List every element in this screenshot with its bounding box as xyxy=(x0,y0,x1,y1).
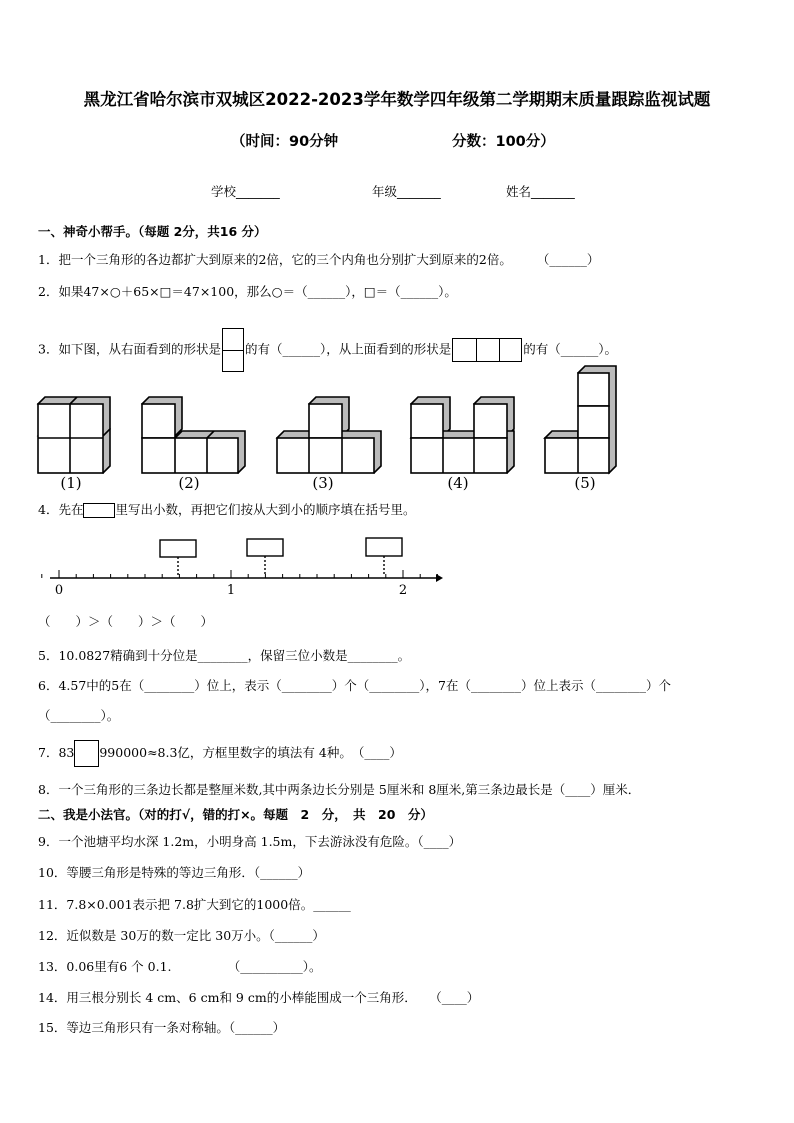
question-4-order: （ ）＞（ ）＞（ ） xyxy=(38,614,214,629)
number-line-answer-box-2[interactable] xyxy=(247,539,283,556)
figure-label-1: (1) xyxy=(60,474,82,492)
answer-box-icon xyxy=(83,503,115,518)
question-3-part-b: 的有（______），从上面看到的形状是 xyxy=(244,341,452,357)
question-3-part-a: 3．如下图，从右面看到的形状是 xyxy=(38,341,221,357)
question-6-line-2: （________）。 xyxy=(38,708,120,723)
figure-label-2: (2) xyxy=(178,474,200,492)
question-3-part-c: 的有（______）。 xyxy=(523,341,617,357)
figure-label-5: (5) xyxy=(574,474,596,492)
question-4-part-a: 4．先在 xyxy=(38,502,84,517)
question-6-line-1: 6．4.57中的5在（________）位上，表示（________）个（________），7在（________）位上表示（________）个 xyxy=(38,678,671,693)
grade-field[interactable]: 年级_______ xyxy=(372,184,441,199)
question-4-part-b: 里写出小数，再把它们按从大到小的顺序填在括号里。 xyxy=(115,502,416,517)
question-4 xyxy=(38,500,415,518)
number-line-label-1: 1 xyxy=(226,583,236,598)
question-9: 9．一个池塘平均水深 1.2m，小明身高 1.5m，下去游泳没有危险。（____） xyxy=(38,834,462,849)
figure-label-4: (4) xyxy=(447,474,469,492)
cube-figure-2 xyxy=(142,397,245,473)
school-field[interactable]: 学校_______ xyxy=(211,184,280,199)
number-line-label-0: 0 xyxy=(54,583,64,598)
score-label: 分数：100分） xyxy=(452,134,555,150)
figure-label-3: (3) xyxy=(312,474,334,492)
time-label: （时间：90分钟 xyxy=(231,134,339,150)
section-2-heading: 二、我是小法官。（对的打√，错的打×。每题 2 分， 共 20 分） xyxy=(38,807,433,822)
number-line xyxy=(40,534,450,600)
top-view-shape-icon xyxy=(452,338,522,362)
cube-figure-1 xyxy=(38,397,110,473)
name-field[interactable]: 姓名_______ xyxy=(506,184,575,199)
digit-box-icon xyxy=(74,740,99,767)
question-10: 10．等腰三角形是特殊的等边三角形．（______） xyxy=(38,865,311,880)
question-1: 1．把一个三角形的各边都扩大到原来的2倍，它的三个内角也分别扩大到原来的2倍。 （______） xyxy=(38,252,600,267)
question-14: 14．用三根分别长 4 cm、6 cm和 9 cm的小棒能围成一个三角形． （____） xyxy=(38,990,480,1005)
cube-figure-4 xyxy=(411,397,514,473)
number-line-answer-box-1[interactable] xyxy=(160,540,196,557)
cube-figure-3 xyxy=(277,397,381,473)
cube-figure-5 xyxy=(545,366,616,473)
page-title: 黑龙江省哈尔滨市双城区2022-2023学年数学四年级第二学期期末质量跟踪监视试题 xyxy=(83,90,711,109)
arrow-right-icon xyxy=(436,574,443,582)
cube-figures xyxy=(0,360,794,495)
question-11: 11．7.8×0.001表示把 7.8扩大到它的1000倍。______ xyxy=(38,897,351,912)
section-1-heading: 一、神奇小帮手。（每题 2分，共16 分） xyxy=(38,224,267,239)
question-8: 8．一个三角形的三条边长都是整厘米数,其中两条边长分别是 5厘米和 8厘米,第三条边最长是（____）厘米． xyxy=(38,782,641,797)
question-7-part-a: 7．83 xyxy=(38,745,75,760)
question-5: 5．10.0827精确到十分位是________，保留三位小数是________。 xyxy=(38,648,411,663)
question-7-part-b: 990000≈8.3亿，方框里数字的填法有 4种。 （____） xyxy=(99,745,402,760)
number-line-label-2: 2 xyxy=(398,583,408,598)
question-15: 15．等边三角形只有一条对称轴。（______） xyxy=(38,1020,286,1035)
number-line-answer-box-3[interactable] xyxy=(366,538,402,556)
question-7 xyxy=(38,740,402,767)
question-12: 12．近似数是 30万的数一定比 30万小。（______） xyxy=(38,928,325,943)
question-13: 13．0.06里有6 个 0.1. （__________）。 xyxy=(38,959,322,974)
question-2: 2．如果47×○＋65×□＝47×100，那么○＝（______），□＝（______）。 xyxy=(38,284,457,299)
number-line-ticks xyxy=(42,570,438,578)
